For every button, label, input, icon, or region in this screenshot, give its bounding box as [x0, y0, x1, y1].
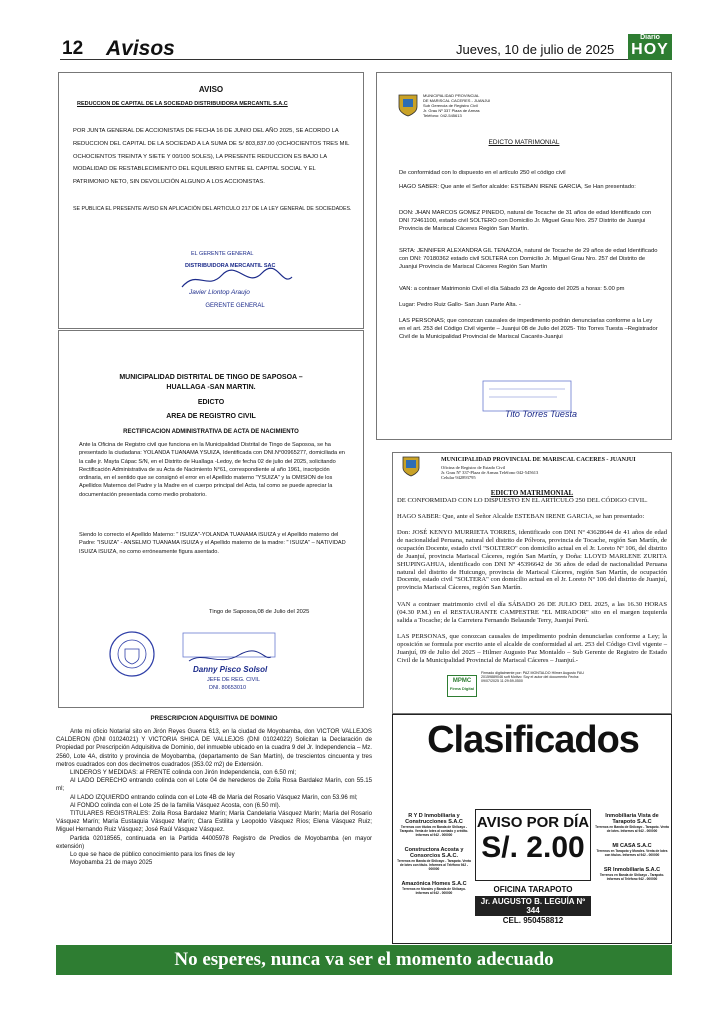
edicto-muni-title-line: HUALLAGA -SAN MARTIN.	[166, 384, 256, 391]
prescripcion-title: PRESCRIPCION ADQUISITIVA DE DOMINIO	[150, 715, 278, 722]
edicto-muni-title	[59, 373, 363, 393]
edicto-paragraph: De conformidad con lo dispuesto en el artículo 250 el código civil	[399, 170, 566, 176]
prescripcion-adquisitiva	[56, 715, 372, 867]
clasificados-left-column	[397, 813, 471, 905]
signature-role: JEFE DE REG. CIVIL	[207, 677, 260, 683]
aviso-title: AVISO	[198, 85, 224, 94]
edicto-date: Tingo de Saposoa,08 de Julio del 2025	[209, 609, 310, 615]
logo-main-text: HOY	[631, 41, 669, 58]
edicto-paragraph: HAGO SABER: Que ante el Señor alcalde: ESTEBAN IRENE GARCIA, Se Han presentado:	[399, 184, 636, 190]
clasificados-right-column	[595, 813, 669, 891]
aviso-reduccion-capital	[58, 72, 364, 329]
muni-header-details	[441, 465, 538, 480]
edicto-rectificacion	[58, 330, 364, 708]
classified-ad-desc: Terrenos en Banda de Shilcayo - Tarapoto. Venta de lotes con título. Informes al Teléfono 942 - 000000	[397, 859, 471, 871]
stamp-signature-name: Tito Torres Tuesta	[505, 409, 577, 419]
prescripcion-paragraph: Al FONDO colinda con el Lote 25 de la familia Vásquez Acosta, con (6.50 ml).	[70, 801, 281, 809]
office-phone: CEL. 950458812	[502, 916, 564, 925]
edicto-title: EDICTO MATRIMONIAL	[488, 139, 560, 146]
edicto-paragraph: Lugar: Pedro Ruiz Gallo- San Juan Parte Alta. -	[399, 302, 521, 308]
muni-header-line: Jr. Grau Nº 337 Plaza de Armas	[423, 108, 480, 113]
clasificados-section	[392, 714, 672, 944]
classified-ad-name: Constructora Acosta y Consorcios S.A.C.	[404, 847, 464, 859]
edicto-paragraph: HAGO SABER: Que, ante el Señor Alcalde ESTEBAN IRENE GARCIA, se han presentado:	[397, 513, 645, 520]
issue-date: Jueves, 10 de julio de 2025	[456, 42, 615, 57]
edicto-paragraph: Ante la Oficina de Registro civil que funciona en la Municipalidad Distrital de Tingo de Saposoa, se ha presentado la ciudadana: YOLANDA TUANAMA YSUIZA, Identificada con DNI.N°00965277, domiciliada en la calle jr. Mayta Cápac S/N, en el Distrito de Huallaga -Ledoy, de fecha 02 de julio del 2025, solicitando Rectificación Administrativa de su Acta de Nacimiento N°61, correspondiente al año 1961, inscripción ordinaria, en el sentido que se consignó el error en el Apellido materno "YSUIZA" y la OMISION de los Apellidos Maternos del Padre y la Madre en el cuerpo principal del Acta, tal como se puede apreciar la documentación presentada como medio probatorio.	[79, 442, 345, 498]
edicto-paragraph: DE CONFORMIDAD CON LO DISPUESTO EN EL ARTÍCULO 250 DEL CÓDIGO CIVIL.	[397, 497, 648, 504]
classified-ad-name: SR Inmobiliaria S.A.C	[603, 867, 661, 873]
prescripcion-paragraph: Partida 02018565, continuada en la Partida 44005978 Registro de Predios de Moyobamba (en mayor extensión)	[56, 834, 372, 850]
edicto-paragraph: Don: JOSÉ KENYO MURRIETA TORRES, identificado con DNI Nº 43628644 de 41 años de edad de nacionalidad Peruana, natural del distrito de Pólvora, provincia de Tocache, región San Martín, de ocupación Docente, estado civil "SOLTERO" con domicilio actual en el Jr. Loreto Nº 106, del distrito de Juanjuí, provincia Mariscal Cáceres, región San Martín, y Doña: LLOYD MARLENE ZURITA SHUPINGAHUA, identificado con DNI Nº 45396642 de 36 años de edad de nacionalidad Peruana natural del distrito de Huicungo, provincia de Mariscal Cáceres, región San Martín, de ocupación Docente, estado civil "SOLTERA" con domicilio actual en el Jr. Loreto Nº 106 del distrito de Juanjuí, provincia Mariscal Cáceres, región San Martín.	[397, 529, 667, 592]
classified-ad-desc: Terrenos en Tarapoto y Morales. Venta de lotes con títulos. Informes al 942 - 000000	[596, 849, 668, 857]
edicto-paragraph: VAN: a contraer Matrimonio Civil el día Sábado 23 de Agosto del 2025 a horas: 5.00 pm	[399, 286, 625, 292]
muni-header-line: MUNICIPALIDAD PROVINCIAL	[423, 93, 480, 98]
digital-signature-label: MPMC	[452, 678, 472, 684]
muni-header-line: Sub Gerencia de Registro Civil	[423, 103, 478, 108]
newspaper-logo	[628, 34, 672, 60]
classified-ad-name: R Y D Inmobiliaria y Construcciones S.A.C	[405, 813, 463, 825]
muni-header-line: DE MARISCAL CACERES - JUANJUI	[423, 98, 491, 103]
classified-ad-desc: Terrenos en Banda de Shilcayo - Tarapoto. Informes al Teléfono 942 - 000000	[599, 873, 665, 881]
edicto-subject: RECTIFICACION ADMINISTRATIVA DE ACTA DE NACIMIENTO	[123, 429, 299, 435]
signature-name: Danny Pisco Solsol	[193, 665, 268, 674]
signature-line-2: DISTRIBUIDORA MERCANTIL SAC	[185, 263, 276, 269]
aviso-subtitle: REDUCCION DE CAPITAL DE LA SOCIEDAD DISTRIBUIDORA MERCANTIL S.A.C	[77, 101, 288, 107]
logo-top-text: Diario	[640, 34, 660, 41]
municipal-crest-icon	[401, 455, 421, 477]
prescripcion-paragraph: Ante mi oficio Notarial sito en Jirón Reyes Guerra 613, en la ciudad de Moyobamba, don VICTOR VALLEJOS CALDERON (DNI 01024021) Y VICTORIA SHICA DE VALLEJOS (DNI 01024022) Solicitan la Declaración de Propiedad por Prescripción Adquisitiva de Dominio, del inmueble ubicado en la cuadra 9 del Jr. Independencia – Mz. 2560, Lote 4A, distrito y provincia de Moyobamba, (departamento de San Martín), de trescientos cincuenta y tres metros cuadrados con dos decímetros cuadrados (353.02 m2) de Extensión.	[56, 728, 372, 768]
digital-signature-badge	[447, 675, 477, 697]
prescripcion-paragraph: TITULARES REGISTRALES: Zoila Rosa Bardalez Marín; María Candelaria Vásquez Marín; María del Rosario Vásquez Marín; María Eustaquia Vásquez Marín; Clara Estilita y Leopoldo Vásquez Ríos; Elena Vásquez Ruiz; Miguel Hernando Ruiz Vásquez; José Raúl Vásquez Vásquez.	[56, 810, 372, 834]
signature-name: Javier Llontop Araujo	[189, 289, 250, 296]
classified-ad	[397, 881, 471, 895]
edicto-paragraph: LAS PERSONAS, que conozcan causales de impedimento podrán denunciarlas conforme a Ley; la oposición se formula por escrito ante el alcalde de conformidad al art. 253 del Código Civil vigente – Juanjuí, 09 de Julio del 2025 – Hilmer Augusto Paz Montaldo – Sub Gerente de Registro de Estado Civil de la Municipalidad Provincial de Mariscal Cáceres – Juanjuí.-	[397, 633, 667, 664]
prescripcion-paragraph: LINDEROS Y MEDIDAS: al FRENTE colinda con Jirón Independencia, con 6.50 ml;	[70, 769, 297, 777]
digital-signature-sub: Firma Digital	[449, 686, 475, 691]
classified-ad-desc: Terrenos con títulos en Banda de Shilcayo - Tarapoto. Venta de lotes al contado y crédito. Informes al 942 - 000000	[399, 825, 469, 837]
edicto-muni-title-line: MUNICIPALIDAD DISTRITAL DE TINGO DE SAPOSOA –	[119, 374, 303, 381]
prescripcion-paragraph: Lo que se hace de público conocimiento para los fines de ley	[70, 851, 235, 859]
edicto-paragraph: DON: JHAN MARCOS GOMEZ PINEDO, natural de Tocache de 31 años de edad Identificado con DNI 72461100, estado civil SOLTERO con Domicilio Jr. Miguel Grau Nro. 257 Distrito de Juanjui Provincia de Mariscal Cáceres Región San Martín.	[399, 210, 652, 233]
classified-ad-desc: Terrenos en Morales y Banda de Shilcayo. Informes al 942 - 000000	[402, 887, 466, 895]
classified-ad-name: Inmobiliaria Vista de Tarapoto S.A.C	[605, 813, 659, 825]
classified-ad	[397, 847, 471, 871]
clasificados-heading: Clasificados	[427, 719, 639, 761]
section-title: Avisos	[106, 37, 175, 60]
edicto-paragraph: SRTA: JENNIFER ALEXANDRA GIL TENAZOA, natural de Tocache de 29 años de edad Identificado con DNI: 70180362 estado civil SOLTERA con Domicilio Jr. Miguel Grau Nro. 257 del Distrito de Juanjui Provincia de Mariscal Cáceres Región San Martín	[399, 248, 658, 271]
muni-header	[423, 93, 490, 118]
office-name: OFICINA TARAPOTO	[493, 885, 573, 894]
municipal-seal-icon	[107, 629, 157, 679]
muni-header-title: MUNICIPALIDAD PROVINCIAL DE MARISCAL CACERES - JUANJUI	[441, 457, 636, 463]
classified-ad	[595, 813, 669, 833]
edicto-matrimonial-2	[392, 452, 672, 714]
classified-ad-name: MI CASA S.A.C	[612, 843, 652, 849]
prescripcion-paragraph: Al LADO DERECHO entrando colinda con el Lote 04 de herederos de Zoila Rosa Bardalez Marín, con 55.15 ml;	[56, 777, 372, 793]
signature-role: GERENTE GENERAL	[205, 303, 265, 309]
edicto-heading: EDICTO	[197, 399, 225, 406]
edicto-paragraph: VAN a contraer matrimonio civil el día SÁBADO 26 DE JULIO DEL 2025, a las 16.30 HORAS (04.30 P.M.) en el RESTAURANTE CAMPESTRE "EL MIRADOR" sito en el margen izquierda salida a Tocache; de la Carretera Fernando Belaunde Terry, Juanjuí Perú.	[397, 601, 667, 624]
classified-ad	[397, 813, 471, 837]
classified-ad	[595, 843, 669, 857]
edicto-title: EDICTO MATRIMONIAL	[490, 489, 574, 497]
classified-ad	[595, 867, 669, 881]
edicto-paragraph: Siendo lo correcto el Apellido Materno: " ISUIZA"-YOLANDA TUANAMA ISUIZA y el Apellido materno del Padre: "ISUIZA" - ANSELMO TUANAMA ISUIZA y el Apellido materno de la madre: " ISUIZA" – NATIVIDAD ISUIZA ISUIZA, no como erróneamente figura asentado.	[79, 532, 346, 555]
office-info	[475, 885, 591, 925]
classified-ad-desc: Terrenos en Banda de Shilcayo - Tarapoto. Venta de lotes. Informes al 942 - 000000	[595, 825, 669, 833]
edicto-paragraph: LAS PERSONAS; que conozcan causales de impedimento podrán denunciarlas conforme a la Ley en el art. 253 del Código Civil vigente – Juanjui 08 de Julio del 2025- Tito Torres Tuesta –Registrador Civil de la Municipalidad Provincial de Mariscal Cacarés-Juanjui	[399, 318, 658, 341]
edicto-matrimonial-1	[376, 72, 672, 440]
price-box	[475, 809, 591, 881]
digital-signature-text: Firmado digitalmente por: PAZ MONTALDO Hilmer Augusto FAU 20159889046 soft Motivo: Soy el autor del documento Fecha: 09/07/2025 11:29:59-0500	[481, 671, 584, 684]
municipal-crest-icon	[397, 93, 419, 117]
edicto-area: AREA DE REGISTRO CIVIL	[166, 413, 256, 420]
page-number: 12	[62, 38, 84, 59]
muni-header-line: Oficina de Registro de Estado Civil	[441, 465, 506, 470]
aviso-body: POR JUNTA GENERAL DE ACCIONISTAS DE FECHA 16 DE JUNIO DEL AÑO 2025, SE ACORDO LA REDUCCION DEL CAPITAL DE LA SOCIEDAD A LA SUMA DE S/ 803,837.00 (OCHOCIENTOS TRES MIL OCHOCIENTOS TREINTA Y SIETE Y 00/100 SOLES), LA PRESENTE REDUCCION ES BAJO LA MODALIDAD DE RESTABLECIMIENTO DEL EQUILIBRIO ENTRE EL CAPITAL SOCIAL Y EL PATRIMONIO NETO, SIN DEVOLUCIÓN ALGUNO A LOS ACCIONISTAS.	[73, 128, 350, 186]
prescripcion-paragraph: Moyobamba 21 de mayo 2025	[70, 859, 153, 867]
prescripcion-body	[56, 728, 372, 867]
office-address: Jr. AUGUSTO B. LEGUÍA Nº 344	[475, 896, 591, 916]
muni-header-line: Celular 942893795	[441, 475, 476, 480]
price-value: S/. 2.00	[481, 831, 585, 864]
aviso-note: SE PUBLICA EL PRESENTE AVISO EN APLICACIÓN DEL ARTICULO 217 DE LA LEY GENERAL DE SOCIEDADES.	[73, 206, 352, 212]
page-header	[60, 36, 670, 60]
footer-banner: No esperes, nunca va ser el momento adecuado	[56, 945, 672, 975]
classified-ad-name: Amazónica Homes S.A.C	[401, 881, 467, 887]
muni-header-line: Jr. Grau Nº 337-Plaza de Armas Teléfono 042-545613	[441, 470, 539, 475]
signature-line-1: EL GERENTE GENERAL	[191, 251, 254, 257]
muni-header-line: Teléfono: 042-545613	[423, 113, 462, 118]
aviso-por-dia-label: AVISO POR DÍA	[476, 814, 590, 831]
signature-dni: DNI. 80653010	[209, 685, 246, 691]
prescripcion-paragraph: Al LADO IZQUIERDO entrando colinda con el Lote 4B de María del Rosario Vásquez Marín, con 53.96 ml;	[70, 793, 358, 801]
